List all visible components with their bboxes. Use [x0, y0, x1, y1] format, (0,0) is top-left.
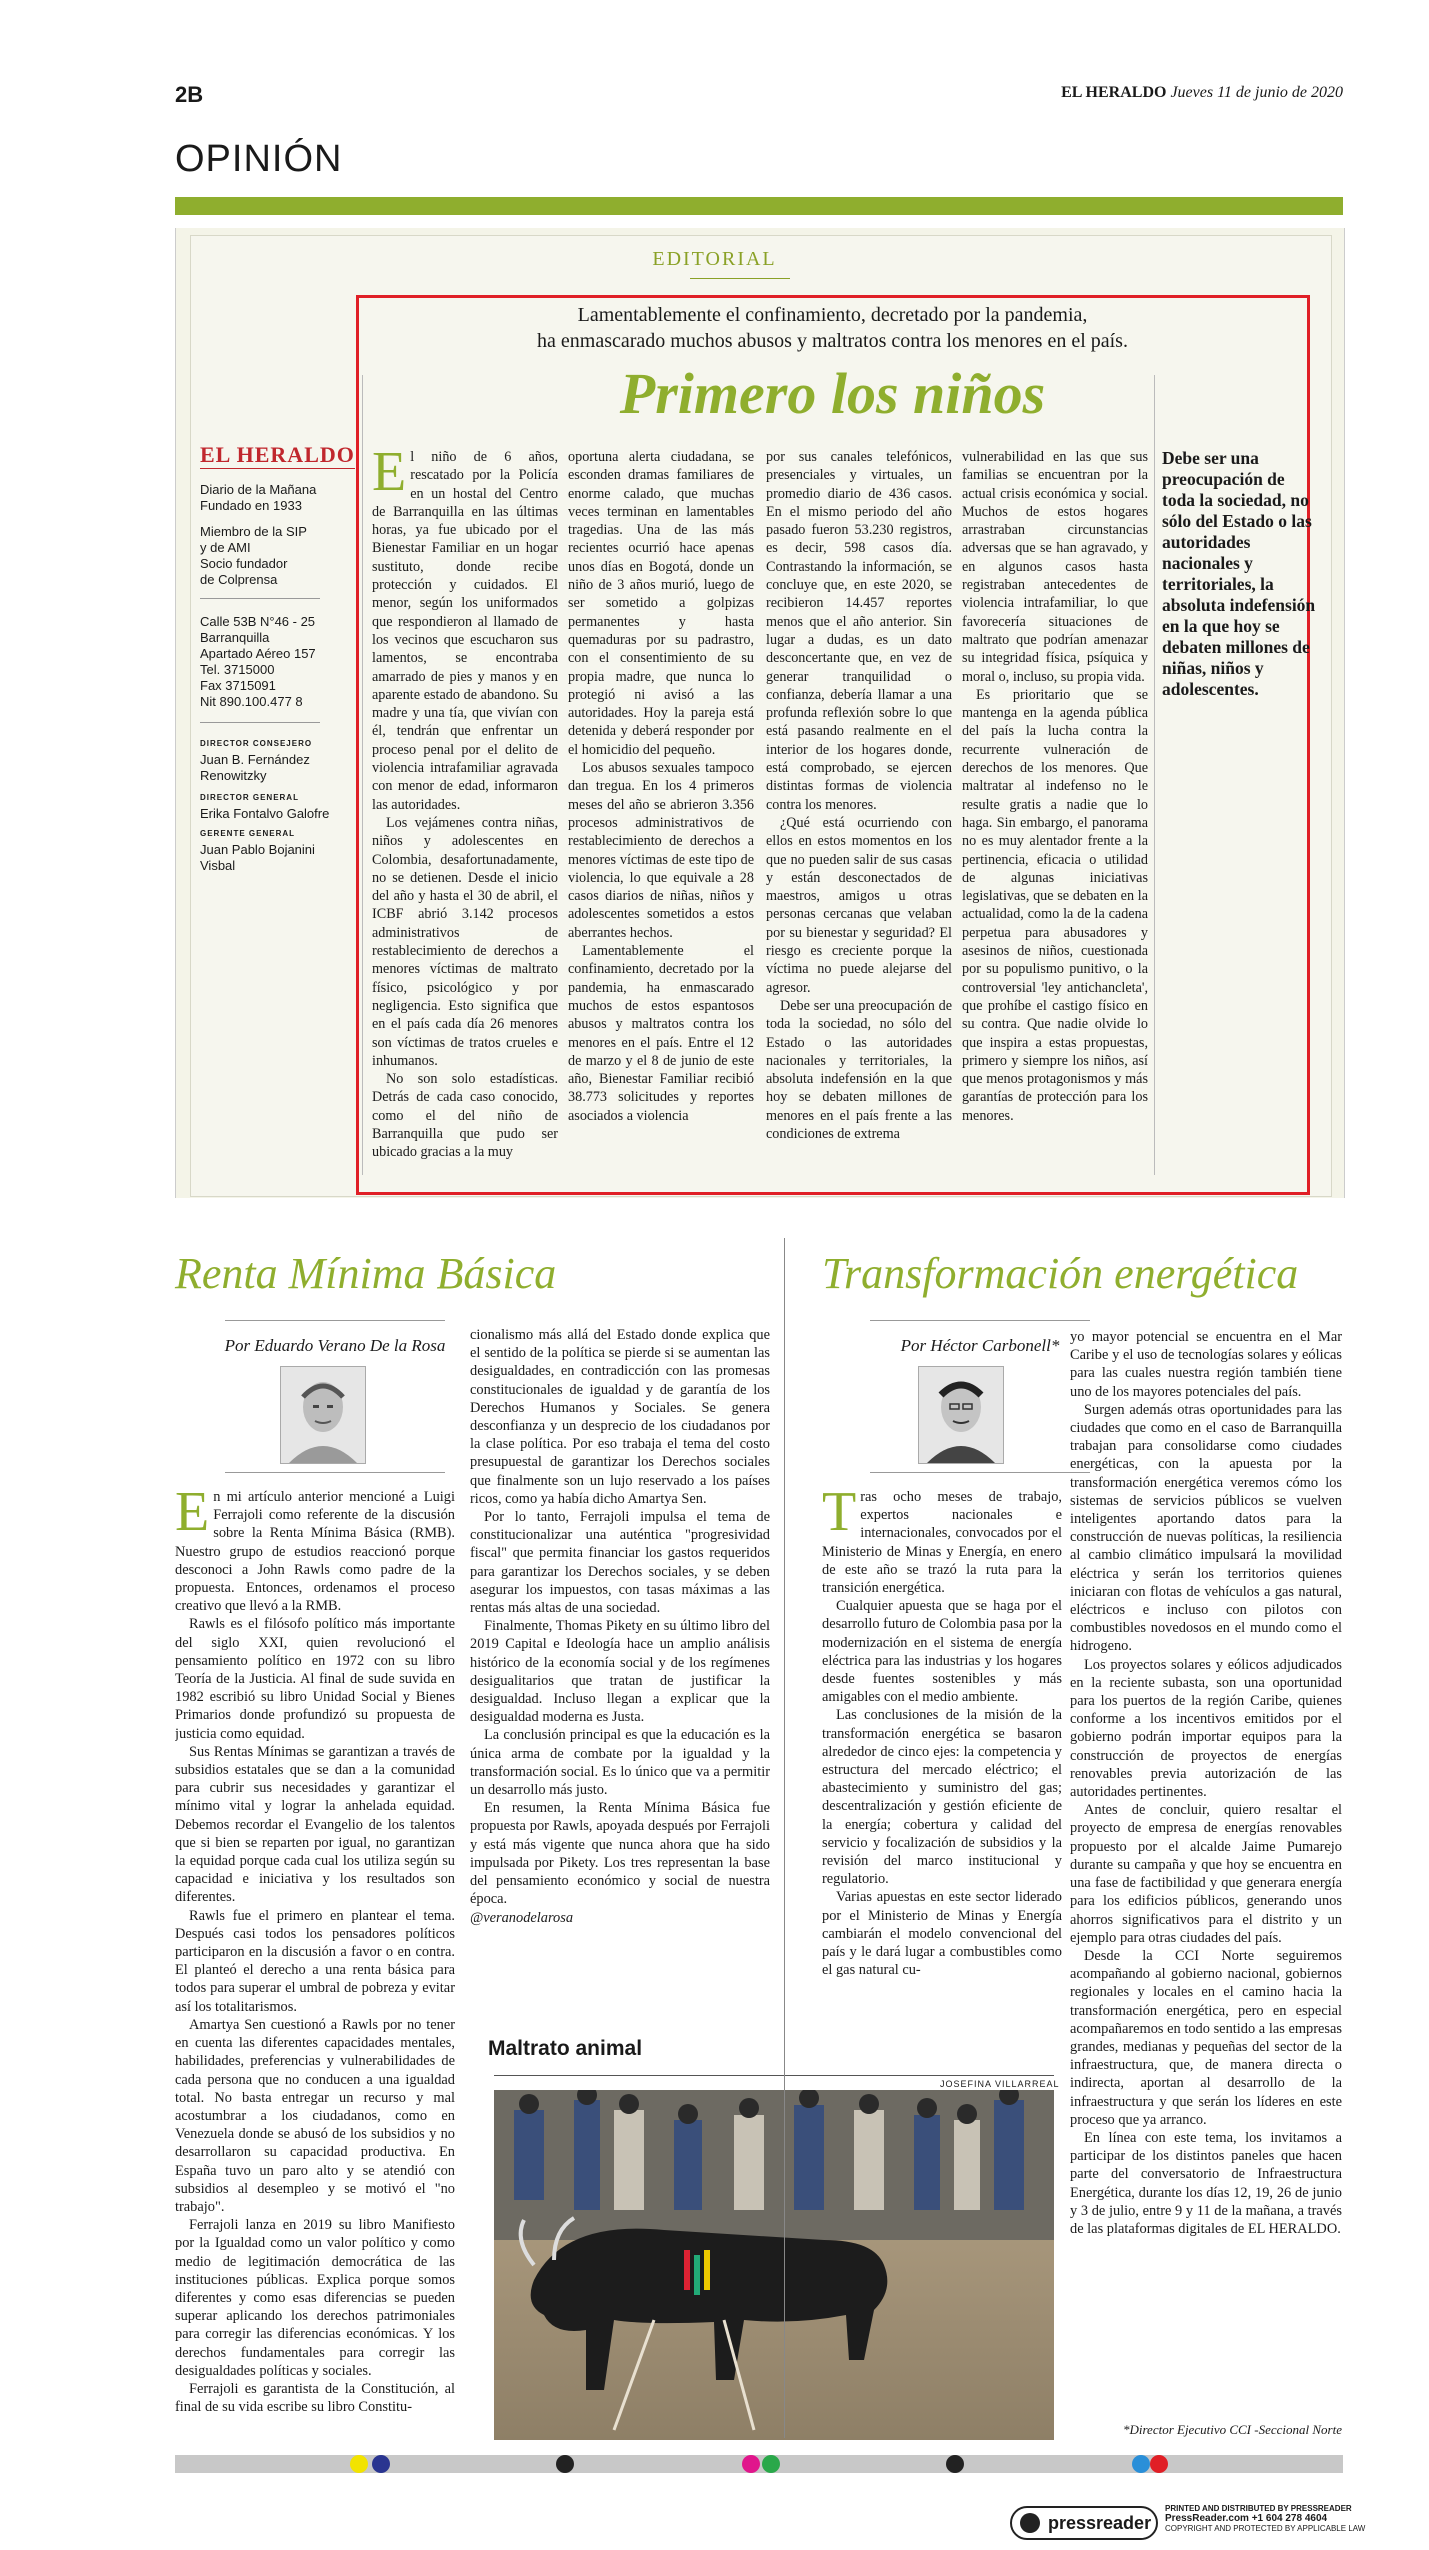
paragraph: Finalmente, Thomas Pikety en su último libro del 2019 Capital e Ideología hace un amplio análisis histórico de la economía social y de los regímenes desigualitarios que tratan de justificar la desigualdad. Incluso llegan a explicar que la desigualdad moderna es Justa.	[470, 1618, 770, 1726]
section-bar	[175, 197, 1343, 215]
paragraph: Rawls es el filósofo político más importante del siglo XXI, quien revolucionó el pensamiento político en 1972 con su libro Teoría de la Justicia. Al final de sude suvida en 1982 escribió su libro Unidad Social y Bienes Primarios donde profundizó su propuesta de justicia como equidad.	[175, 1616, 455, 1742]
masthead-line: de Colprensa	[200, 572, 278, 587]
notice-line: PRINTED AND DISTRIBUTED BY PRESSREADER	[1165, 2504, 1352, 2513]
masthead-line: Barranquilla	[200, 630, 270, 645]
registration-dot	[946, 2455, 964, 2473]
pull-quote: Debe ser una preocupación de toda la sociedad, no sólo del Estado o las autoridades nacionales y territoriales, la absoluta indefensión en la que hoy se debaten millones de niñas, niños y adolescentes.	[1162, 448, 1316, 699]
pressreader-notice	[1165, 2504, 1365, 2534]
drop-cap: T	[822, 1488, 857, 1543]
left-byline: Por Eduardo Verano De la Rosa	[224, 1336, 446, 1355]
paragraph: Los vejámenes contra niñas, niños y adolescentes en Colombia, desafortunadamente, no se detienen. Desde el inicio del año y hasta el 30 de abril, el ICBF abrió 3.142 procesos administrativos de restablecimiento de derechos a menores víctimas de maltrato físico, psicológico y por negligencia. Esto significa que en el país cada día 26 menores son víctimas de tratos crueles e inhumanos.	[372, 814, 558, 1069]
paragraph: Antes de concluir, quiero resaltar el proyecto de empresa de energías renovables propuesto por el alcalde Jaime Pumarejo durante su campaña y que hoy se encuentra en una fase de factibilidad y que generara energía para los edificios públicos, generando unos ahorros significativos para el distrito y un ejemplo para otras ciudades del país.	[1070, 1802, 1342, 1946]
masthead-line: Erika Fontalvo Galofre	[200, 806, 330, 821]
paragraph: l niño de 6 años, rescatado por la Policía en un hostal del Centro de Barranquilla en las últimas horas, ya fue ubicado por el Bienestar Familiar en un hogar sustituto, donde recibe protección y cuidados. El menor, según los uniformados que respondieron al llamado de los vecinos que escucharon sus lamentos, se encontraba amarrado de pies y manos y en aparente estado de abandono. Su madre y una tía, que vivían con él, tendrán que enfrentar un proceso penal por el delito de violencia intrafamiliar agravada con menor de edad, informaron las autoridades.	[372, 449, 558, 813]
paragraph: yo mayor potencial se encuentra en el Mar Caribe y el uso de tecnologías solares y eólicas para las cuales nuestra región también tiene uno de los mayores potenciales del país.	[1070, 1329, 1342, 1400]
byline-rule	[225, 1320, 445, 1321]
paragraph: En línea con este tema, los invitamos a participar de los distintos paneles que hacen parte del conversatorio de Infraestructura Energética, durante los días 12, 19, 26 de junio y 3 de julio, entre 9 y 11 de la mañana, a través de las plataformas digitales de EL HERALDO.	[1070, 2129, 1342, 2237]
masthead-line: Miembro de la SIP	[200, 524, 307, 539]
paragraph: por sus canales telefónicos, presenciales y virtuales, un promedio diario de 436 casos. En el mismo periodo del año pasado fueron 53.230 registros, es decir, 598 casos día. Contrastando la información, se concluye que, en este 2020, se recibieron 14.457 reportes menos que el año anterior. Sin lugar a dudas, es un dato desconcertante que, en vez de generar tranquilidad o confianza, debería llamar a una profunda reflexión sobre lo que está pasando realmente en el interior de los hogares donde, está comprobado, se ejercen distintas formas de violencia contra los menores.	[766, 449, 952, 813]
paper-date-line	[1061, 84, 1343, 102]
right-column-title: Transformación energética	[822, 1249, 1299, 1298]
paragraph: Rawls fue el primero en plantear el tema. Después casi todos los pensadores políticos participaron en la discusión a favor o en contra. El planteó el derecho a una renta básica para todos para superar el umbral de pobreza y evitar así los totalitarismos.	[175, 1907, 455, 2015]
paragraph: oportuna alerta ciudadana, se esconden dramas familiares de enorme calado, que muchas veces terminan en lamentables tragedias. Una de las más recientes ocurrió hace apenas unos días en Bogotá, donde un niño de 3 años murió, luego de ser sometido a golpizas permanentes y hasta quemaduras por su padrastro, con el consentimiento de su propia madre, que nunca lo protegió ni avisó a las autoridades. Hoy la pareja está detenida y deberá responder por el homicidio del pequeño.	[568, 449, 754, 758]
column-rule	[1154, 375, 1155, 1175]
drop-cap: E	[372, 448, 407, 503]
masthead-line: Renowitzky	[200, 768, 267, 783]
byline-rule	[870, 1472, 1090, 1473]
pressreader-logo	[1010, 2506, 1158, 2540]
paragraph: Ferrajoli lanza en 2019 su libro Manifiesto por la Igualdad como un valor político y como medio de legitimación democrática de las instituciones públicas. Explica porque somos diferentes y como esas diferencias se pueden superar aplicando los derechos patrimoniales para corregir las diferencias económicas. Y los derechos fundamentales para corregir las desigualdades políticas y sociales.	[175, 2217, 455, 2379]
paragraph: Cualquier apuesta que se haga por el desarrollo futuro de Colombia pasa por la modernización en el sistema de energía eléctrica para las industrias y los hogares desde fuentes sostenibles y más amigables con el medio ambiente.	[822, 1598, 1062, 1706]
author-avatar	[918, 1366, 1004, 1464]
notice-line: COPYRIGHT AND PROTECTED BY APPLICABLE LAW	[1165, 2524, 1366, 2533]
editorial-column-1	[372, 448, 558, 1188]
masthead-line: Calle 53B N°46 - 25	[200, 614, 316, 629]
left-article-column-1	[175, 1488, 455, 2440]
masthead-director-general	[200, 790, 348, 822]
left-column-title: Renta Mínima Básica	[175, 1249, 557, 1298]
section-title: OPINIÓN	[175, 138, 343, 180]
paragraph: Las conclusiones de la misión de la transformación energética se basaron alrededor de cinco ejes: la competencia y estructura del mercado eléctrico; el abastecimiento y suministro del gas; descentralización y gestión eficiente de la energía; cobertura y calidad del servicio y focalización de subsidios y la revisión del marco institucional y regulatorio.	[822, 1707, 1062, 1888]
masthead-rule	[200, 722, 320, 723]
registration-dot	[742, 2455, 760, 2473]
page-number: 2B	[175, 82, 204, 107]
masthead-director-consejero	[200, 736, 348, 784]
pressreader-wordmark: pressreader	[1048, 2513, 1152, 2533]
masthead-line: Juan B. Fernández	[200, 752, 310, 767]
author-handle: @veranodelarosa	[470, 1909, 574, 1926]
pressreader-icon	[1020, 2513, 1040, 2533]
registration-dot	[1150, 2455, 1168, 2473]
masthead-gerente-general	[200, 826, 348, 874]
masthead-line: Apartado Aéreo 157	[200, 646, 316, 661]
issue-date: Jueves 11 de junio de 2020	[1170, 84, 1343, 101]
editorial-label: EDITORIAL	[652, 248, 777, 270]
registration-dot	[372, 2455, 390, 2473]
author-footnote: *Director Ejecutivo CCI -Seccional Norte	[1122, 2422, 1342, 2437]
masthead-line: Fundado en 1933	[200, 498, 302, 513]
masthead-line: Diario de la Mañana	[200, 482, 317, 497]
registration-dot	[762, 2455, 780, 2473]
paragraph: Sus Rentas Mínimas se garantizan a través de subsidios estatales que se dan a la comunidad para cubrir sus necesidades y garantizar el mínimo vital y lograr la anhelada equidad. Debemos recordar el Evangelio de los talentos que si bien se reparten por igual, no garantizan la equidad porque cada cual los utiliza según su capacidad e iniciativa y los resultados son diferentes.	[175, 1743, 455, 1906]
author-avatar	[280, 1366, 366, 1464]
paragraph: ¿Qué está ocurriendo con ellos en estos momentos en los que no pueden salir de sus casas y están desconectados de maestros, amigos u otras personas cercanas que velaban por su bienestar y seguridad? El riesgo es creciente porque la víctima no puede alejarse del agresor.	[766, 814, 952, 996]
paragraph: Por lo tanto, Ferrajoli impulsa el tema de constitucionalizar una auténtica "progresividad fiscal" que permita financiar los gastos requeridos para garantizar los Derechos sociales, y se deben asegurar los impuestos, con tasas máximas a las rentas más altas de una sociedad.	[470, 1509, 770, 1617]
editorial-column-4	[962, 448, 1148, 1188]
paragraph: vulnerabilidad en las que sus familias se encuentran por la actual crisis económica y social. Muchos de estos hogares arrastraban circunstancias adversas que se han agravado, y en algunos casos hasta registraban antecedentes de violencia intrafamiliar, lo que favorecería situaciones de maltrato que podrían amenazar su integridad física, psíquica y moral o, incluso, su propia vida.	[962, 449, 1148, 685]
masthead-line: Fax 3715091	[200, 678, 276, 693]
paragraph: Lamentablemente el confinamiento, decretado por la pandemia, ha enmascarado muchos de estos espantosos abusos y maltratos contra los menores en el país. Entre el 12 de marzo y el 8 de junio de este año, Bienestar Familiar recibió 38.773 solicitudes y reportes asociados a violencia	[568, 943, 754, 1124]
column-rule	[362, 375, 363, 1175]
paragraph: ras ocho meses de trabajo, expertos nacionales e internacionales, convocados por el Ministerio de Minas y Energía, en enero de este año se trazó la ruta para la transición energética.	[822, 1489, 1062, 1597]
masthead-line: Tel. 3715000	[200, 662, 275, 677]
paragraph: Los abusos sexuales tampoco dan tregua. En los 4 primeros meses del año se abrieron 3.356 procesos administrativos de restablecimiento de derechos a menores víctimas de este tipo de violencia, lo que equivale a 28 casos diarios de niñas, niños y adolescentes sometidos a estos aberrantes hechos.	[568, 760, 754, 941]
masthead-address	[200, 614, 348, 710]
registration-dot	[1132, 2455, 1150, 2473]
notice-line: PressReader.com +1 604 278 4604	[1165, 2513, 1328, 2524]
paragraph: n mi artículo anterior mencioné a Luigi Ferrajoli como referente de la discusión sobre la Renta Mínima Básica (RMB). Nuestro grupo de estudios reaccionó porque desconoci a John Rawls como padre de la propuesta. Entonces, ordenamos el proceso creativo que llevó a la RMB.	[175, 1489, 455, 1615]
right-article-column-2	[1070, 1328, 1342, 2418]
author-portrait-icon	[919, 1367, 1003, 1463]
editorial-label-rule	[690, 278, 790, 279]
masthead-label: DIRECTOR GENERAL	[200, 793, 299, 802]
registration-dot	[350, 2455, 368, 2473]
paragraph: Ferrajoli es garantista de la Constitución, al final de su vida escribe su libro Constitu-	[175, 2380, 455, 2416]
masthead-logo: EL HERALDO	[200, 442, 355, 467]
paragraph: La conclusión principal es que la educación es la única arma de combate por la igualdad y la transformación social. Es lo único que va a permitir un desarrollo más justo.	[470, 1727, 770, 1799]
masthead-line: Socio fundador	[200, 556, 288, 571]
paragraph: Surgen además otras oportunidades para las ciudades que como en el caso de Barranquilla trabajan para consolidarse como ciudades energéticas, con la apuesta por la transformación energética veremos cómo los sistemas de servicios públicos se vuelven inteligentes aportando datos para la construcción de nuevas políticas, la resiliencia al cambio climático impulsará la movilidad eléctrica y serán los territorios quienes iniciaran con flotas de vehículos a gas natural, eléctricos e incluso con pilotos con combustibles novedosos en el mundo como el hidrogeno.	[1070, 1401, 1342, 1655]
masthead-line: Visbal	[200, 858, 236, 873]
right-byline: Por Héctor Carbonell*	[900, 1336, 1060, 1355]
paragraph: Amartya Sen cuestionó a Rawls por no tener en cuenta las diferentes capacidades mentales, habilidades, preferencias y vulnerabilidades de cada persona que no conducen a una igualdad total. No basta entregar un recurso y mal acostumbrar a los ciudadanos, como en Venezuela donde se abusó de los subsidios y no desarrollaron su capacidad productiva. En España tuvo un paro alto y se atendió con subsidios al desempleo y se motivó el "no trabajo".	[175, 2016, 455, 2215]
masthead-line: Nit 890.100.477 8	[200, 694, 303, 709]
photo-title: Maltrato animal	[488, 2037, 643, 2060]
paragraph: Desde la CCI Norte seguiremos acompañando al gobierno nacional, gobiernos regionales y locales en el camino hacia la transformación energética, pero en especial acompañaremos en todo sentido a las empresas grandes, medianas y pequeñas del sector de la infraestructura, que, de manera directa o indirecta, aportan al desarrollo de la infraestructura y que serán los líderes en este proceso que ya arranco.	[1070, 1947, 1342, 2128]
paragraph: Debe ser una preocupación de toda la sociedad, no sólo del Estado o las autoridades nacionales y territoriales, la absoluta indefensión en la que hoy se debaten millones de menores en el país frente a las condiciones de extrema	[766, 997, 952, 1142]
paragraph: No son solo estadísticas. Detrás de cada caso conocido, como el del niño de Barranquilla que pudo ser ubicado gracias a la muy	[372, 1071, 558, 1161]
registration-dot	[556, 2455, 574, 2473]
masthead-line: y de AMI	[200, 540, 251, 555]
paper-name: EL HERALDO	[1061, 84, 1167, 101]
drop-cap: E	[175, 1488, 210, 1543]
paragraph: Es prioritario que se mantenga en la agenda pública del país la lucha contra la recurrente vulneración de derechos de los menores. Que maltratar al indefenso no le resulte gratis a nadie que lo haga. Sin embargo, el panorama no es muy alentador frente a la pertinencia, eficacia o utilidad de algunas iniciativas legislativas, que se debaten en la actualidad, como la de la cadena perpetua para abusadores y asesinos de niños, cuestionada por su populismo punitivo, o la controversial 'ley antichancleta', que prohíbe el castigo físico en su contra. Que nadie olvide lo que inspira a estas propuestas, primero y siempre los niños, así que menos protagonismos y más garantías de protección para los menores.	[962, 686, 1148, 1124]
masthead-founded	[200, 482, 348, 514]
author-portrait-icon	[281, 1367, 365, 1463]
editorial-headline: Primero los niños	[619, 361, 1046, 426]
masthead-rule	[200, 598, 320, 599]
photo-credit: JOSEFINA VILLARREAL	[940, 2079, 1060, 2089]
left-article-column-2	[470, 1326, 770, 2016]
deck-line: Lamentablemente el confinamiento, decretado por la pandemia,	[577, 304, 1088, 326]
paragraph: En resumen, la Renta Mínima Básica fue propuesta por Rawls, apoyada después por Ferrajoli y está más vigente que nunca ahora que ha sido impulsada por Pikety. Los tres representan la base del pensamiento económico y social de nuestra época.	[470, 1800, 770, 1908]
byline-rule	[225, 1472, 445, 1473]
masthead-line: Juan Pablo Bojanini	[200, 842, 315, 857]
column-divider	[784, 1238, 785, 2438]
paragraph: Varias apuestas en este sector liderado por el Ministerio de Minas y Energía cambiarán el modelo convencional del país y le dará lugar a combustibles como el gas natural cu-	[822, 1889, 1062, 1979]
paragraph: Los proyectos solares y eólicos adjudicados en la reciente subasta, son una oportunidad para los puertos de la región Caribe, quienes conforme a los incentivos emitidos por el gobierno podrán importar equipos para la construcción de proyectos de energías renovables previa autorización de las autoridades pertinentes.	[1070, 1656, 1342, 1801]
masthead-label: DIRECTOR CONSEJERO	[200, 739, 313, 748]
masthead-label: GERENTE GENERAL	[200, 829, 296, 838]
byline-rule	[870, 1320, 1090, 1321]
editorial-column-2	[568, 448, 754, 1188]
deck-line: ha enmascarado muchos abusos y maltratos contra los menores en el país.	[537, 330, 1128, 352]
paragraph: cionalismo más allá del Estado donde explica que el sentido de la política se pierde si se aumentan las desigualdades, en contradicción con las promesas constitucionales de igualdad y de garantía de los Derechos Humanos y Sociales. Se genera desconfianza y un desprecio de los ciudadanos por la clase política. Por eso trabaja el tema del costo presupuestal de garantizar los Derechos sociales que finalmente son un lujo reservado a los países ricos, como ya había dicho Amartya Sen.	[470, 1327, 770, 1507]
editorial-column-3	[766, 448, 952, 1188]
right-article-column-1	[822, 1488, 1062, 2188]
masthead-membership	[200, 524, 348, 588]
